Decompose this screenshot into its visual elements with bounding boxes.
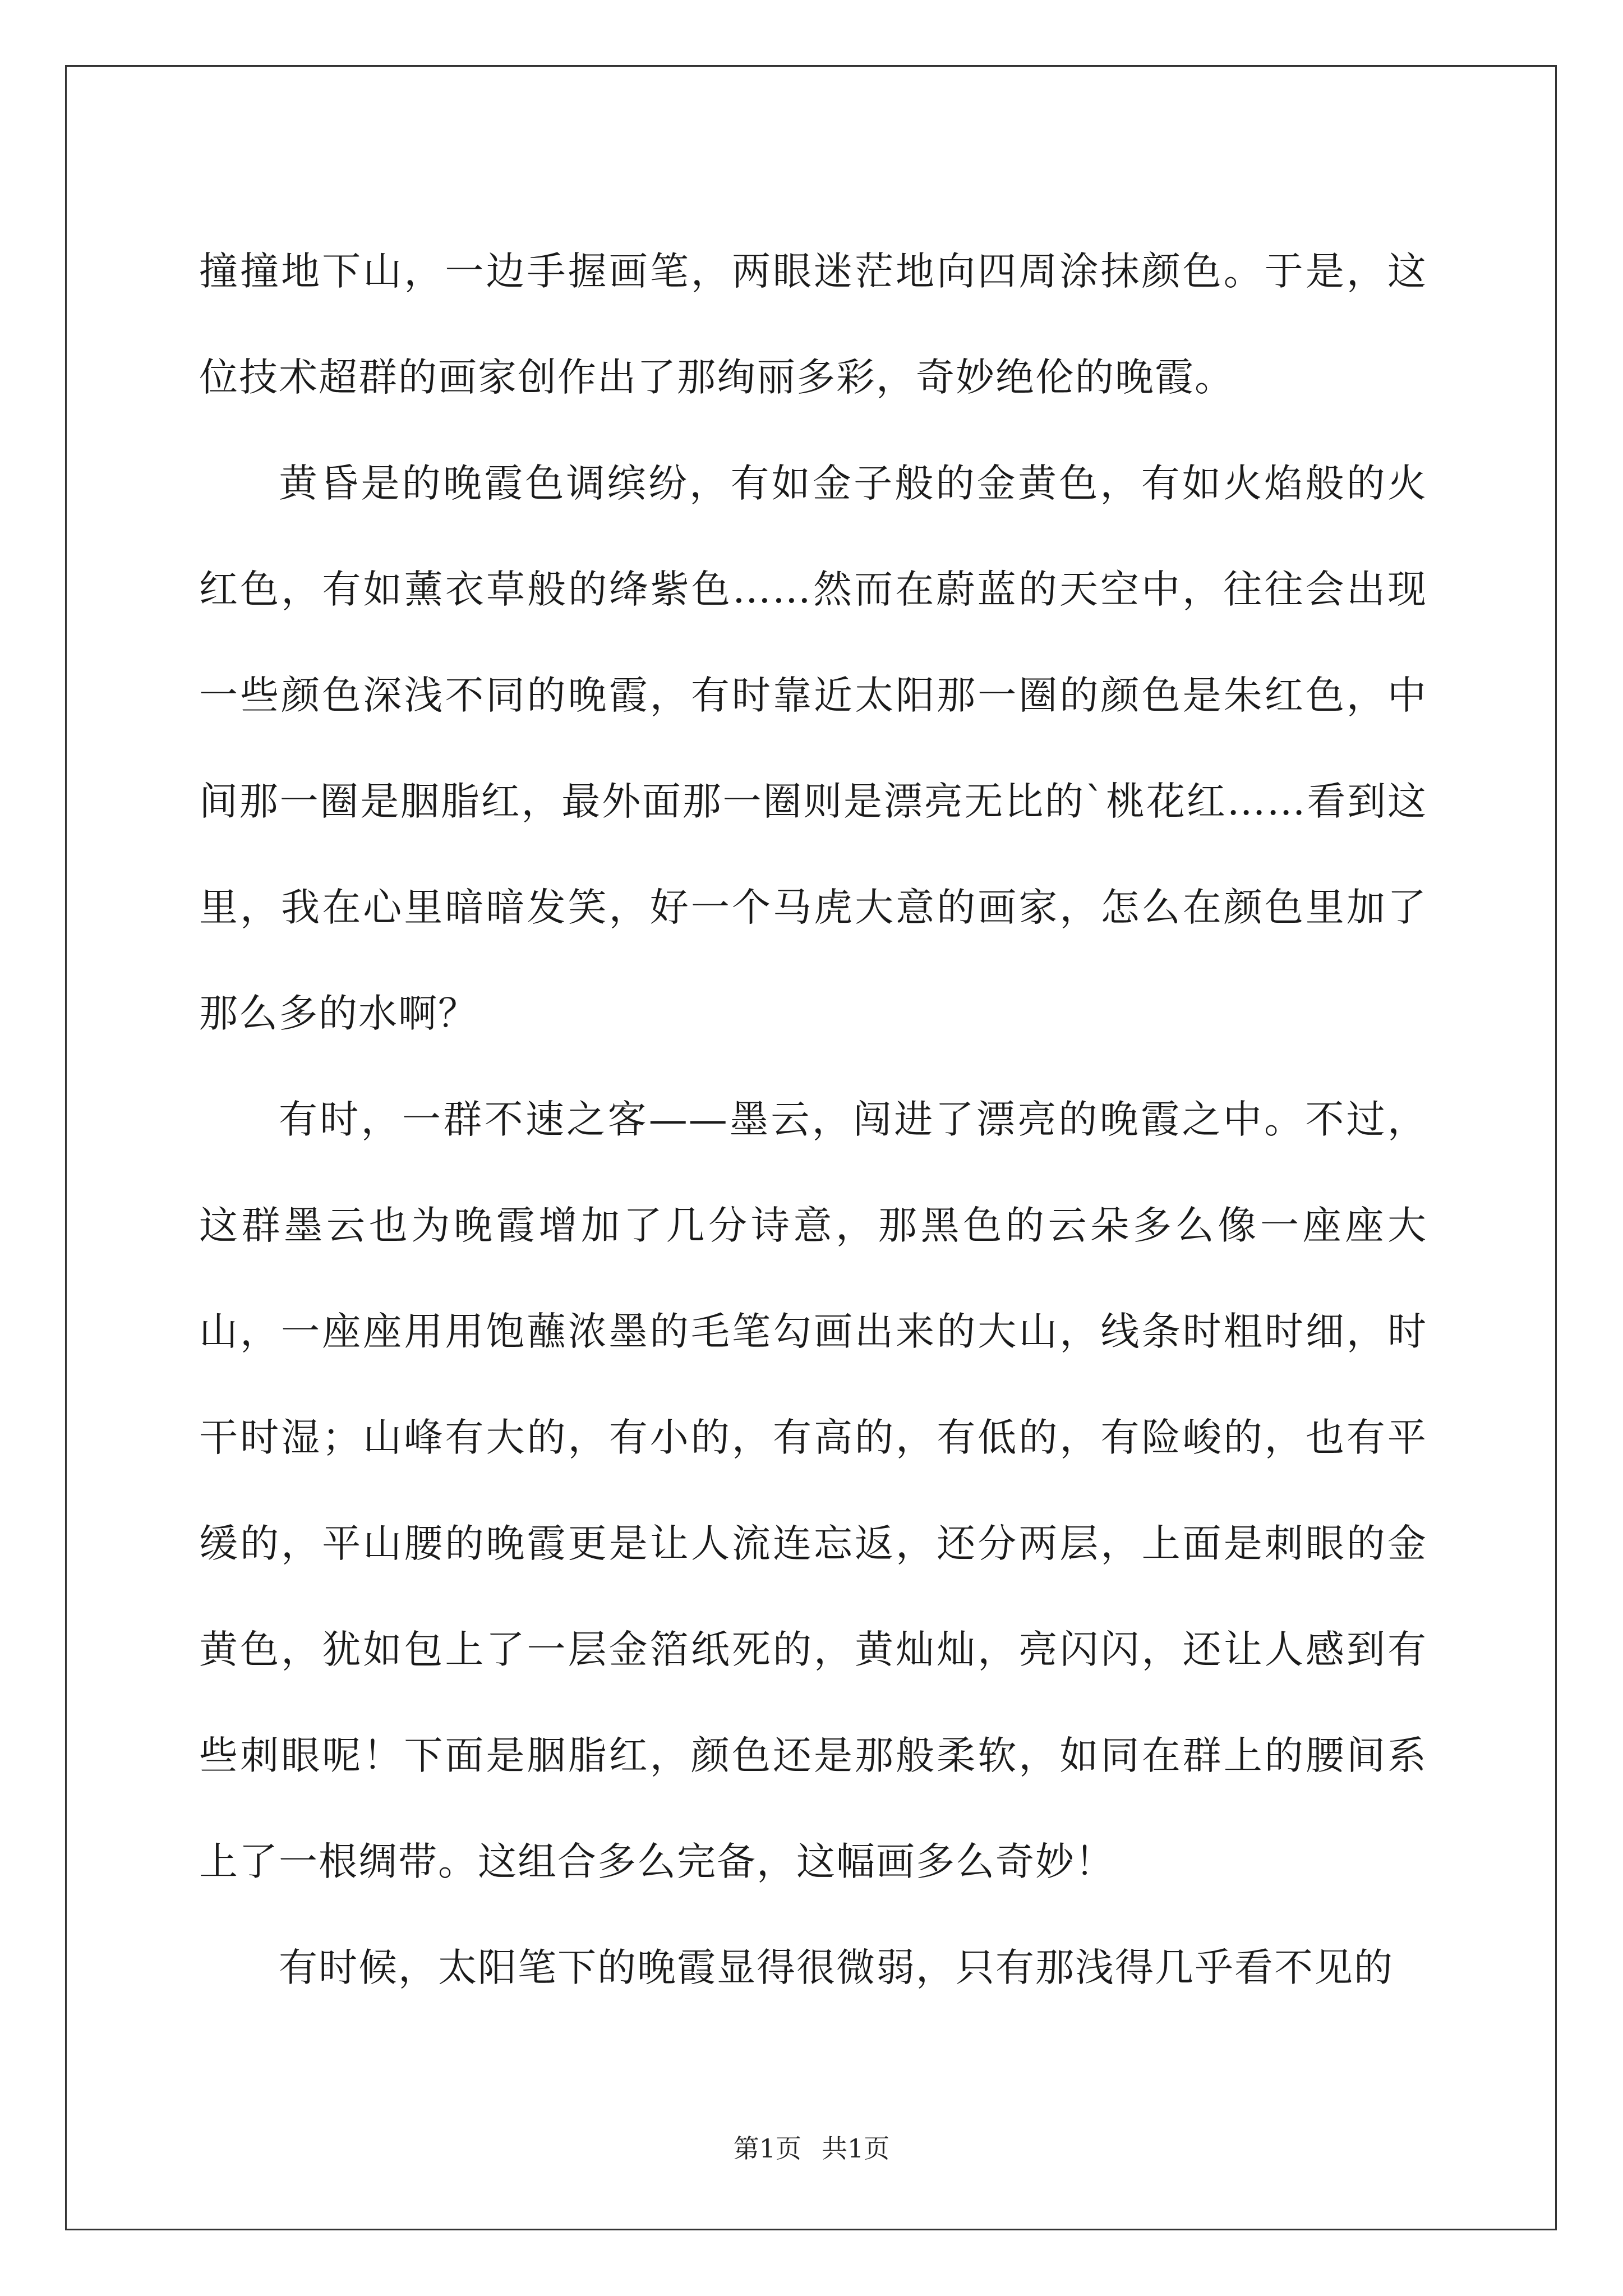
page-number-total: 共1页 <box>822 2133 890 2164</box>
paragraph-1: 撞撞地下山，一边手握画笔，两眼迷茫地向四周涂抹颜色。于是，这位技术超群的画家创作出了那绚丽多彩，奇妙绝伦的晚霞。 <box>199 249 1427 400</box>
document-body <box>199 219 1427 2021</box>
paragraph-4: 有时候，太阳笔下的晚霞显得很微弱，只有那浅得几乎看不见的 <box>279 1945 1394 1990</box>
paragraph-3: 有时，一群不速之客——墨云，闯进了漂亮的晚霞之中。不过，这群墨云也为晚霞增加了几分诗意，那黑色的云朵多么像一座座大山，一座座用用饱蘸浓墨的毛笔勾画出来的大山，线条时粗时细，时干时湿；山峰有大的，有小的，有高的，有低的，有险峻的，也有平缓的，平山腰的晚霞更是让人流连忘返，还分两层，上面是刺眼的金黄色，犹如包上了一层金箔纸死的，黄灿灿，亮闪闪，还让人感到有些刺眼呢！下面是胭脂红，颜色还是那般柔软，如同在群上的腰间系上了一根绸带。这组合多么完备，这幅画多么奇妙！ <box>199 1097 1427 1884</box>
page-number-current: 第1页 <box>733 2133 801 2164</box>
paragraph-2: 黄昏是的晚霞色调缤纷，有如金子般的金黄色，有如火焰般的火红色，有如薰衣草般的绛紫色……然而在蔚蓝的天空中，往往会出现一些颜色深浅不同的晚霞，有时靠近太阳那一圈的颜色是朱红色，中间那一圈是胭脂红，最外面那一圈则是漂亮无比的`桃花红……看到这里，我在心里暗暗发笑，好一个马虎大意的画家，怎么在颜色里加了那么多的水啊？ <box>199 461 1427 1036</box>
page-footer <box>0 2132 1623 2165</box>
